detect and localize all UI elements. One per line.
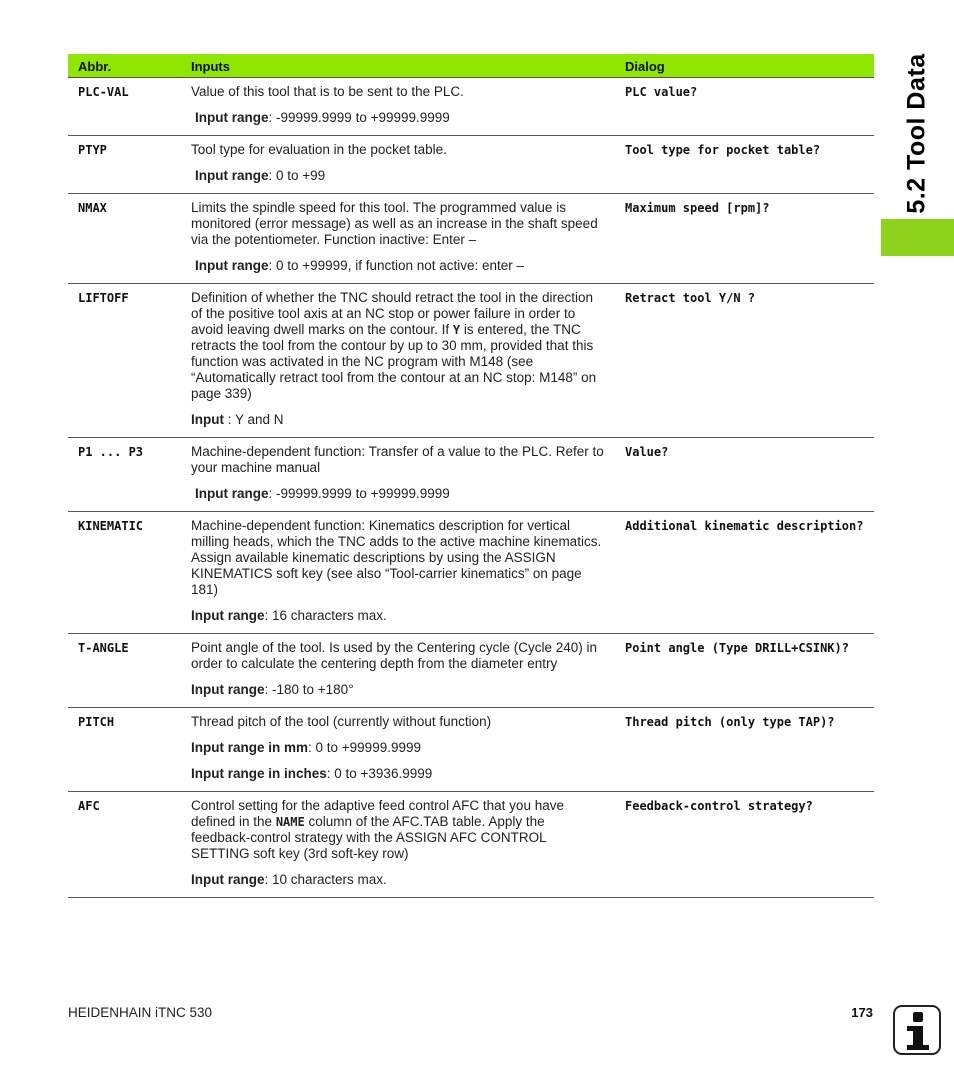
description: Point angle of the tool. Is used by the Centering cycle (Cycle 240) in order to calculate the centering depth from the diameter entry	[191, 640, 597, 671]
input-range: Input range: -99999.9999 to +99999.9999	[195, 110, 450, 125]
abbr-cell: NMAX	[78, 201, 107, 215]
inputs-cell	[181, 284, 615, 438]
chapter-side-title	[880, 48, 954, 218]
abbr-cell: KINEMATIC	[78, 519, 144, 533]
input-range: Input range in inches: 0 to +3936.9999	[191, 766, 433, 781]
dialog-cell: Value?	[625, 445, 669, 459]
tool-data-table	[68, 54, 874, 898]
info-icon	[893, 1005, 941, 1055]
input-range: Input range in mm: 0 to +99999.9999	[191, 740, 421, 755]
table-row	[68, 512, 874, 634]
dialog-cell: Thread pitch (only type TAP)?	[625, 715, 835, 729]
table-row	[68, 634, 874, 708]
description: Thread pitch of the tool (currently without function)	[191, 714, 492, 729]
input-range: Input range: 0 to +99	[195, 168, 326, 183]
input-range: Input range: -99999.9999 to +99999.9999	[195, 486, 450, 501]
header-abbr: Abbr.	[68, 54, 181, 78]
abbr-cell: PITCH	[78, 715, 115, 729]
footer-product: HEIDENHAIN iTNC 530	[68, 1005, 213, 1020]
table-header-row	[68, 54, 874, 78]
input-range: Input range: -180 to +180°	[191, 682, 354, 697]
inputs-cell	[181, 78, 615, 136]
header-dialog: Dialog	[615, 54, 874, 78]
table-row	[68, 792, 874, 898]
table-row	[68, 708, 874, 792]
input-range: Input range: 16 characters max.	[191, 608, 387, 623]
inputs-cell	[181, 512, 615, 634]
inputs-cell	[181, 792, 615, 898]
chapter-title-text: 5.2 Tool Data	[902, 52, 931, 214]
dialog-cell: Additional kinematic description?	[625, 519, 864, 533]
description: Value of this tool that is to be sent to the PLC.	[191, 84, 464, 99]
inputs-cell	[181, 634, 615, 708]
dialog-cell: Retract tool Y/N ?	[625, 291, 756, 305]
description: Definition of whether the TNC should retract the tool in the direction of the positive tool axis at an NC stop or power failure in order to avoid leaving dwell marks on the contour. If Y is entered, the TNC retracts the tool from the contour by up to 30 mm, provided that this function was activated in the NC program with M148 (see “Automatically retract tool from the contour at an NC stop: M148” on page 339)	[191, 290, 597, 401]
abbr-cell: AFC	[78, 799, 100, 813]
table-row	[68, 136, 874, 194]
description: Limits the spindle speed for this tool. The programmed value is monitored (error message) as well as an increase in the shaft speed via the potentiometer. Function inactive: Enter –	[191, 200, 598, 247]
inputs-cell	[181, 136, 615, 194]
table-row	[68, 194, 874, 284]
abbr-cell: LIFTOFF	[78, 291, 129, 305]
dialog-cell: Maximum speed [rpm]?	[625, 201, 770, 215]
page-number: 173	[851, 1005, 873, 1020]
abbr-cell: PTYP	[78, 143, 107, 157]
abbr-cell: PLC-VAL	[78, 85, 129, 99]
inputs-cell	[181, 708, 615, 792]
inputs-cell	[181, 194, 615, 284]
input-range: Input : Y and N	[191, 412, 284, 427]
description: Control setting for the adaptive feed control AFC that you have defined in the NAME column of the AFC.TAB table. Apply the feedback-control strategy with the ASSIGN AFC CONTROL SETTING soft key (3rd soft-key row)	[191, 798, 564, 861]
header-inputs: Inputs	[181, 54, 615, 78]
description: Tool type for evaluation in the pocket table.	[191, 142, 447, 157]
table-row	[68, 438, 874, 512]
inputs-cell	[181, 438, 615, 512]
table-row	[68, 284, 874, 438]
description: Machine-dependent function: Transfer of a value to the PLC. Refer to your machine manual	[191, 444, 604, 475]
dialog-cell: Feedback-control strategy?	[625, 799, 813, 813]
dialog-cell: Point angle (Type DRILL+CSINK)?	[625, 641, 849, 655]
table-row	[68, 78, 874, 136]
dialog-cell: Tool type for pocket table?	[625, 143, 821, 157]
abbr-cell: T-ANGLE	[78, 641, 129, 655]
chapter-color-tab	[881, 219, 954, 256]
abbr-cell: P1 ... P3	[78, 445, 144, 459]
description: Machine-dependent function: Kinematics description for vertical milling heads, which the TNC adds to the active machine kinematics. Assign available kinematic descriptions by using the ASSIGN KINEMATICS soft key (see also “Tool-carrier kinematics” on page 181)	[191, 518, 602, 597]
input-range: Input range: 0 to +99999, if function not active: enter –	[195, 258, 525, 273]
dialog-cell: PLC value?	[625, 85, 698, 99]
input-range: Input range: 10 characters max.	[191, 872, 387, 887]
